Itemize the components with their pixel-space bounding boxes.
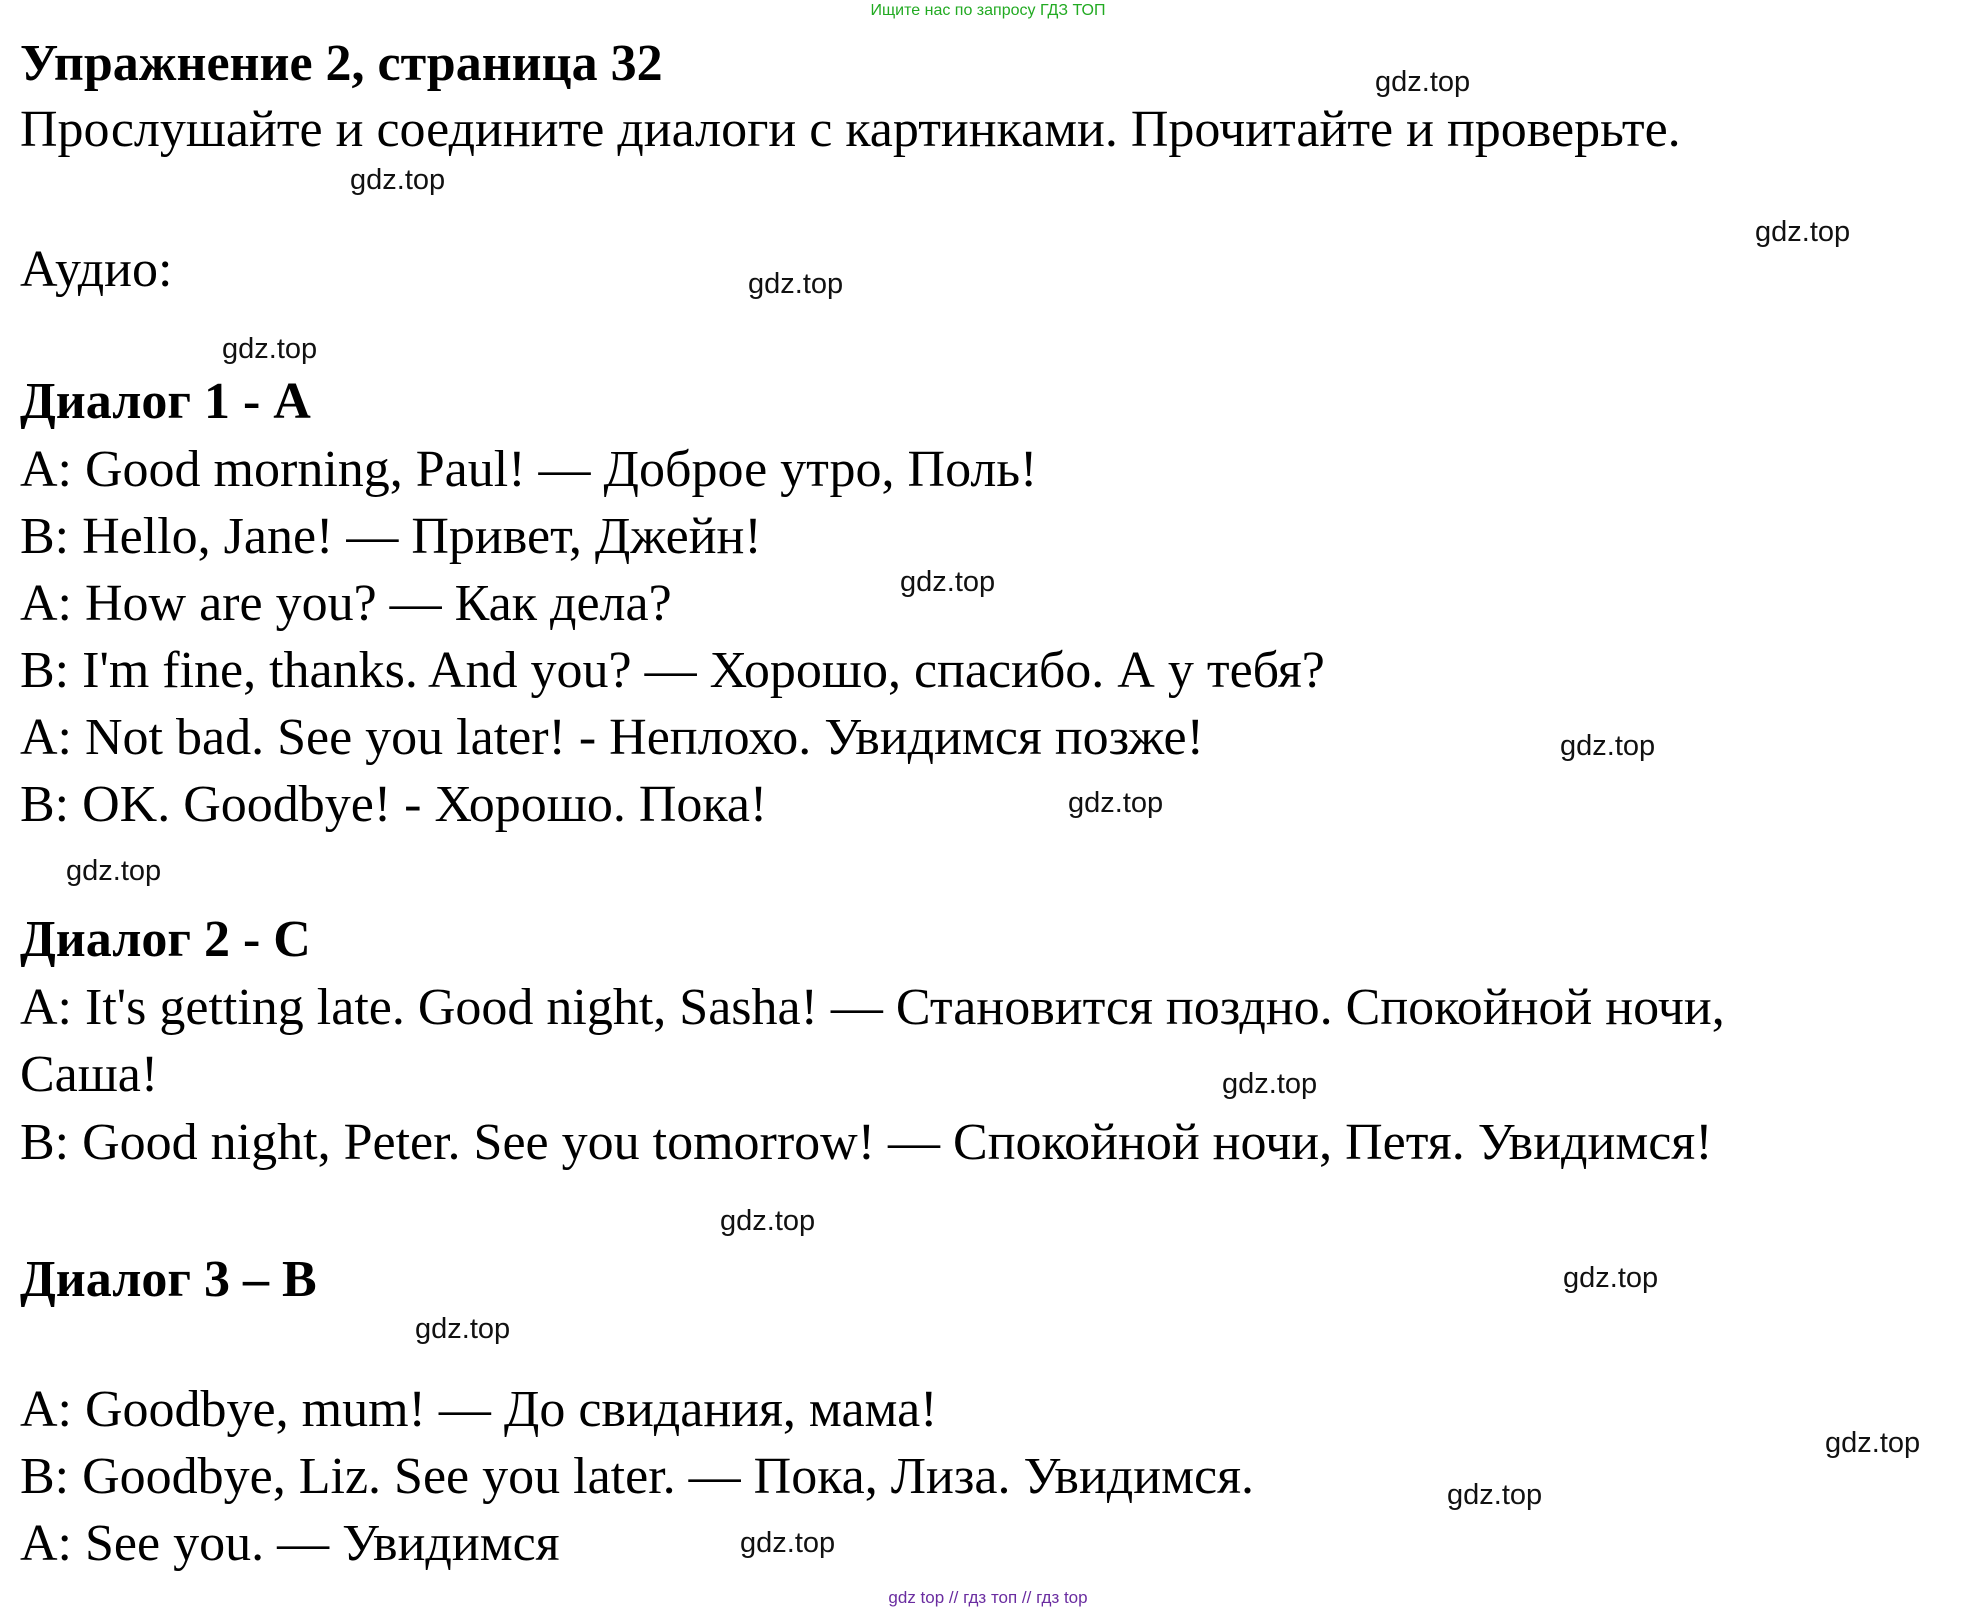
exercise-title: Упражнение 2, страница 32	[20, 35, 663, 92]
watermark: gdz.top	[1222, 1068, 1318, 1100]
watermark: gdz.top	[1560, 730, 1656, 762]
watermark: gdz.top	[720, 1205, 816, 1237]
dialog-heading: Диалог 2 - C	[20, 911, 311, 968]
dialog-line: A: How are you? — Как дела?	[20, 575, 672, 632]
watermark: gdz.top	[1825, 1427, 1921, 1459]
bottom-banner[interactable]: gdz top // гдз топ // гдз top	[888, 1588, 1088, 1607]
watermark: gdz.top	[222, 333, 318, 365]
dialog-line: A: Good morning, Paul! — Доброе утро, Поль!	[20, 441, 1038, 498]
watermark: gdz.top	[748, 268, 844, 300]
watermark: gdz.top	[1375, 66, 1471, 98]
watermark: gdz.top	[415, 1313, 511, 1345]
watermark: gdz.top	[66, 855, 162, 887]
watermark: gdz.top	[1068, 787, 1164, 819]
watermark: gdz.top	[350, 164, 446, 196]
dialog-line: B: Hello, Jane! — Привет, Джейн!	[20, 508, 762, 565]
dialog-line: B: Goodbye, Liz. See you later. — Пока, Лиза. Увидимся.	[20, 1448, 1254, 1505]
dialog-heading: Диалог 1 - A	[20, 373, 311, 430]
top-banner[interactable]: Ищите нас по запросу ГДЗ ТОП	[870, 2, 1106, 19]
dialog-line: B: Good night, Peter. See you tomorrow! — Спокойной ночи, Петя. Увидимся!	[20, 1114, 1713, 1171]
watermark: gdz.top	[1447, 1479, 1543, 1511]
dialog-line: A: Goodbye, mum! — До свидания, мама!	[20, 1381, 938, 1438]
dialog-line: B: OK. Goodbye! - Хорошо. Пока!	[20, 776, 768, 833]
dialog-line: B: I'm fine, thanks. And you? — Хорошо, спасибо. А у тебя?	[20, 642, 1325, 699]
dialog-line: A: Not bad. See you later! - Неплохо. Увидимся позже!	[20, 709, 1204, 766]
watermark: gdz.top	[1755, 216, 1851, 248]
dialog-line: A: It's getting late. Good night, Sasha! — Становится поздно. Спокойной ночи,	[20, 979, 1725, 1036]
watermark: gdz.top	[740, 1527, 836, 1559]
dialog-line: Саша!	[20, 1046, 159, 1103]
dialog-line: A: See you. — Увидимся	[20, 1515, 560, 1572]
watermark: gdz.top	[1563, 1262, 1659, 1294]
dialog-heading: Диалог 3 – B	[20, 1251, 317, 1308]
watermark: gdz.top	[900, 566, 996, 598]
exercise-instruction: Прослушайте и соедините диалоги с картинками. Прочитайте и проверьте.	[20, 101, 1681, 158]
audio-label: Аудио:	[20, 241, 173, 298]
